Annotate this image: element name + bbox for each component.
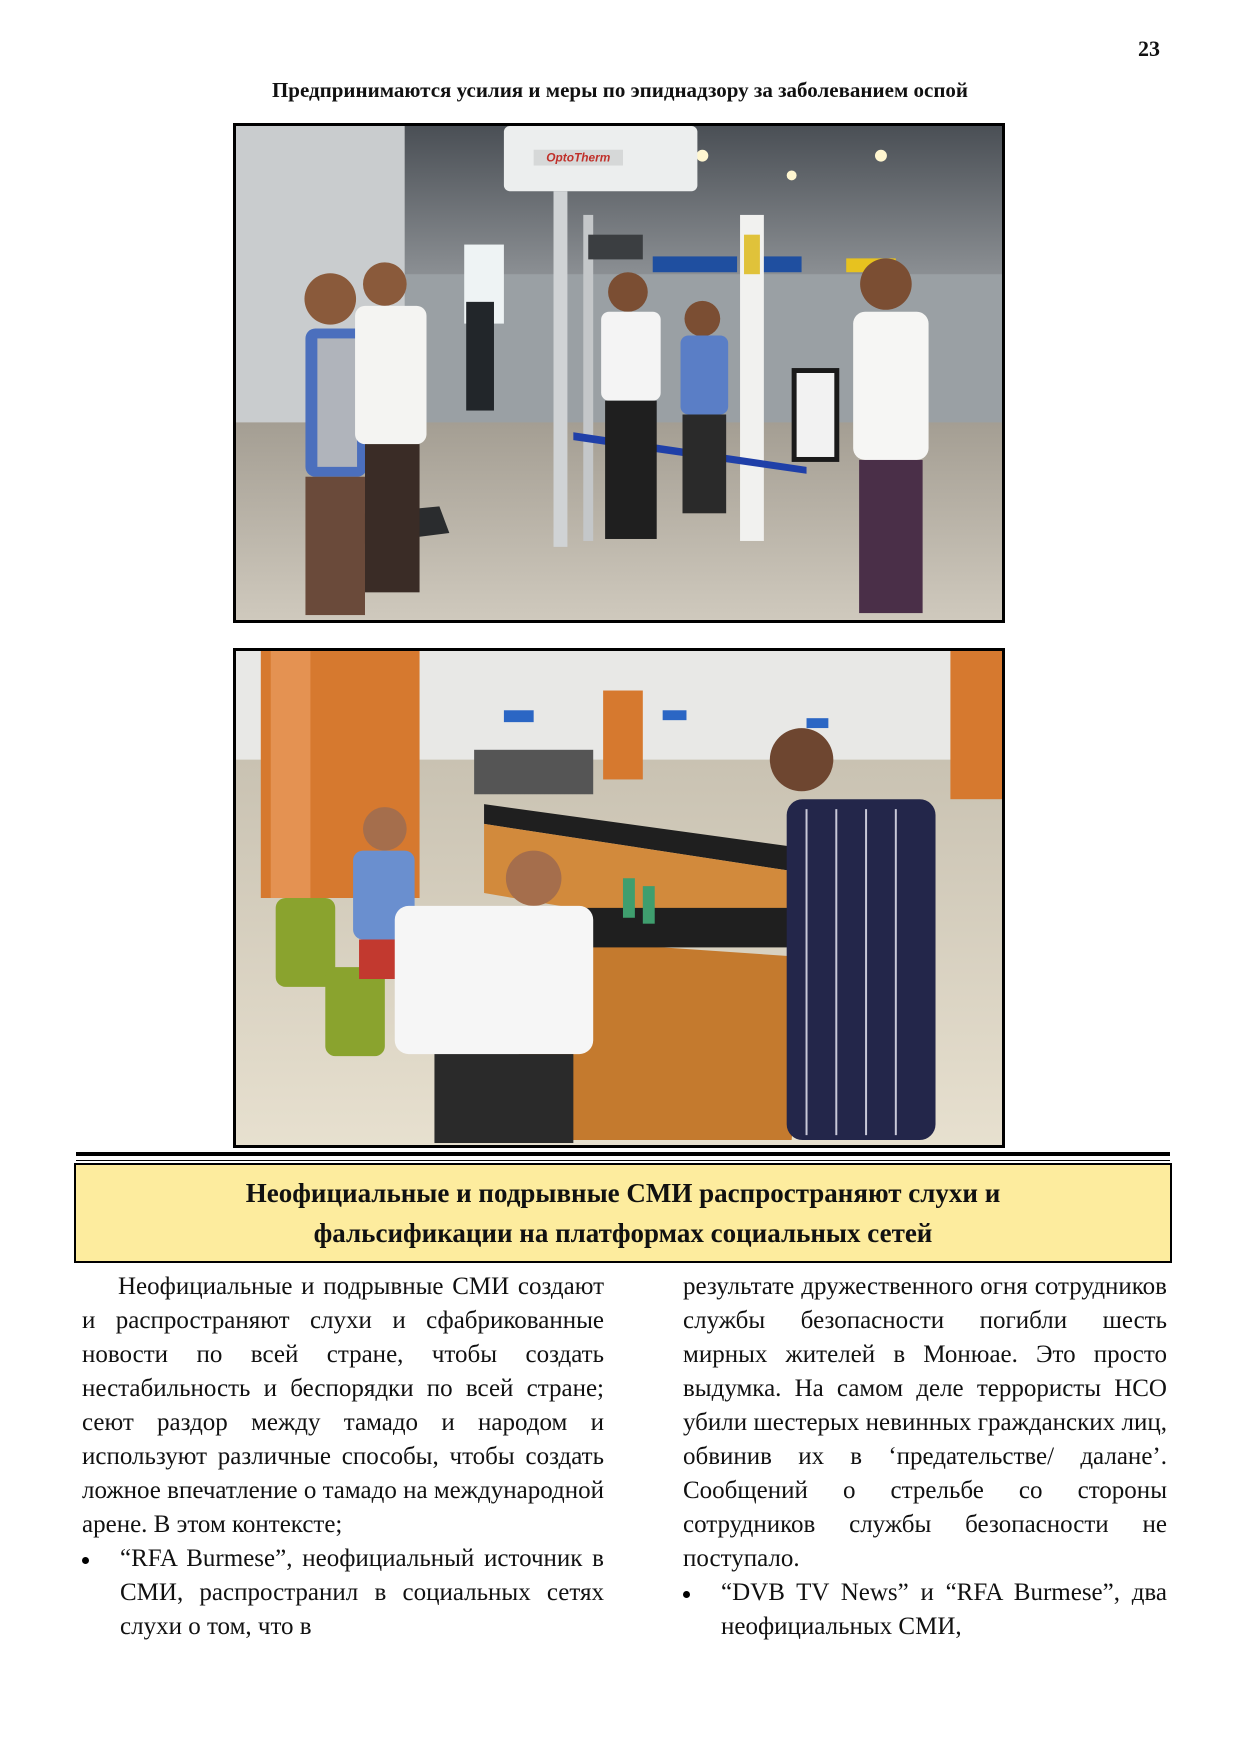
section-divider-thick	[76, 1152, 1170, 1156]
bullet-dvb-rfa: “DVB TV News” и “RFA Burmese”, два неофициальных СМИ,	[683, 1576, 1167, 1644]
section-heading-line-2: фальсификации на платформах социальных сетей	[313, 1218, 933, 1248]
page-number: 23	[1138, 36, 1160, 61]
section-heading-line-1: Неофициальные и подрывные СМИ распространяют слухи и	[245, 1178, 1001, 1208]
left-text-column	[82, 1270, 604, 1644]
section-heading-banner	[74, 1163, 1172, 1263]
bullet-rfa-burmese: “RFA Burmese”, неофициальный источник в СМИ, распространил в социальных сетях слухи о том, что в	[82, 1542, 604, 1644]
section-divider-thin	[76, 1160, 1170, 1161]
photo-caption: Предпринимаются усилия и меры по эпиднадзору за заболеванием оспой	[271, 78, 969, 102]
camera-brand-label: OptoTherm	[546, 150, 611, 165]
photo-thermal-screening	[233, 123, 1005, 623]
photo-thermal-screening-illustration	[236, 126, 1002, 620]
right-text-column	[683, 1270, 1167, 1644]
continuation-paragraph: результате дружественного огня сотрудников службы безопасности погибли шесть мирных жителей в Монюае. Это просто выдумка. На самом деле террористы НСО убили шестерых невинных гражданских лиц, обвинив их в ‘предательстве/ далане’. Сообщений о стрельбе со стороны сотрудников службы безопасности не поступало.	[683, 1273, 1167, 1572]
intro-paragraph: Неофициальные и подрывные СМИ создают и распространяют слухи и сфабрикованные новости по всей стране, чтобы создать нестабильность и беспорядки по всей стране; сеют раздор между тамадо и народом и используют различные способы, чтобы создать ложное впечатление о тамадо на международной арене. В этом контексте;	[82, 1273, 604, 1538]
photo-health-desk-illustration	[236, 651, 1002, 1145]
photo-health-desk	[233, 648, 1005, 1148]
